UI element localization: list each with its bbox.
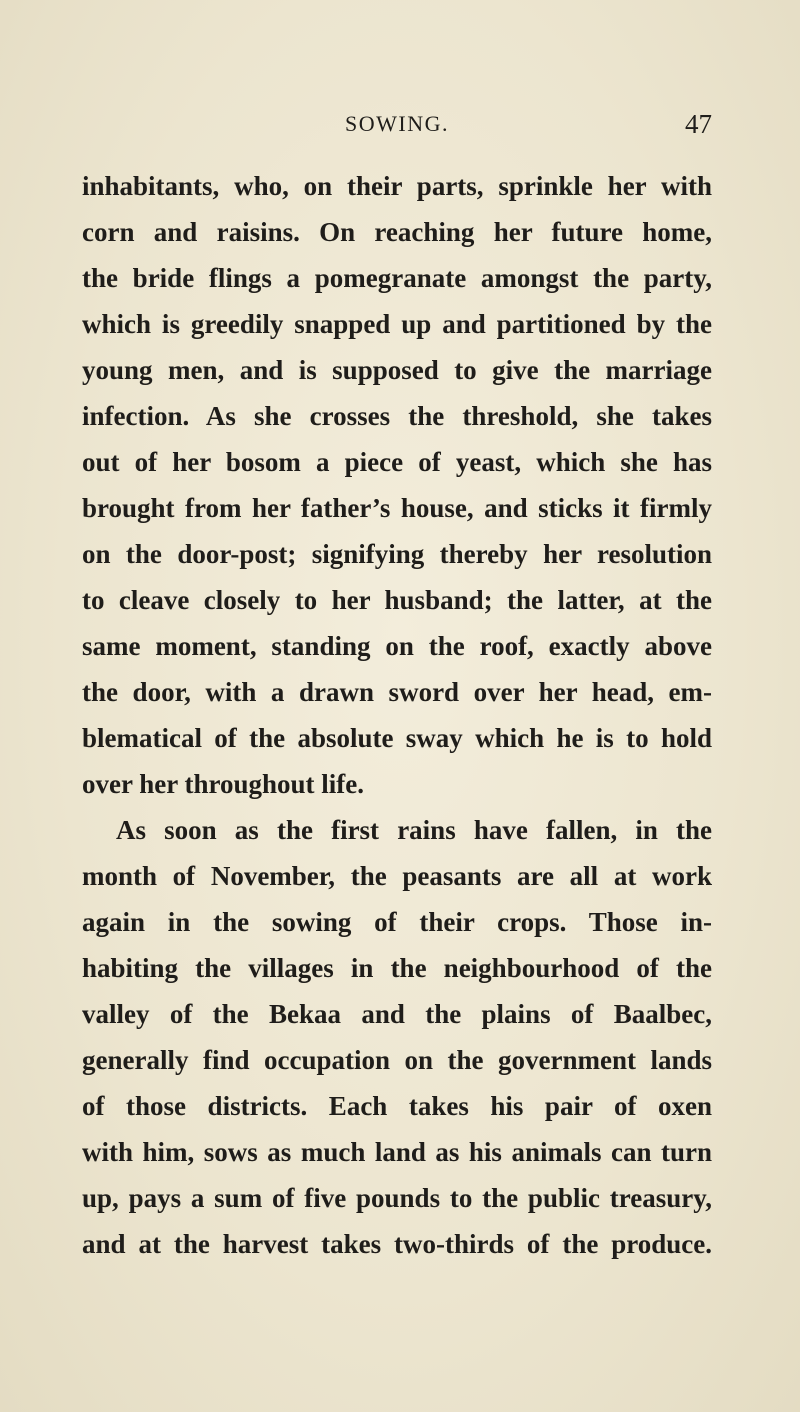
text-line: up, pays a sum of five pounds to the public treasury, [82,1183,712,1213]
paragraph-start-line: As soon as the first rains have fallen, in the [116,815,712,845]
text-line: and at the harvest takes two-thirds of the produce. [82,1229,712,1259]
paragraph-end-line: over her throughout life. [82,769,364,799]
text-line: habiting the villages in the neighbourhood of the [82,953,712,983]
text-line: corn and raisins. On reaching her future home, [82,217,712,247]
text-line: generally find occupation on the government lands [82,1045,712,1075]
text-line: to cleave closely to her husband; the latter, at the [82,585,712,615]
text-line: inhabitants, who, on their parts, sprinkle her with [82,171,712,201]
text-line: valley of the Bekaa and the plains of Baalbec, [82,999,712,1029]
text-line: the door, with a drawn sword over her head, em- [82,677,712,707]
text-line: out of her bosom a piece of yeast, which she has [82,447,712,477]
text-line: young men, and is supposed to give the marriage [82,355,712,385]
text-line: the bride flings a pomegranate amongst the party, [82,263,712,293]
running-title: SOWING. [345,111,449,136]
text-line: brought from her father’s house, and sticks it firmly [82,493,712,523]
text-line: same moment, standing on the roof, exactly above [82,631,712,661]
text-line: infection. As she crosses the threshold, she takes [82,401,712,431]
body-text [82,163,712,1267]
text-line: which is greedily snapped up and partitioned by the [82,309,712,339]
running-head [82,111,712,143]
text-line: again in the sowing of their crops. Those in- [82,907,712,937]
text-line: of those districts. Each takes his pair of oxen [82,1091,712,1121]
text-line: blematical of the absolute sway which he is to hold [82,723,712,753]
text-line: on the door-post; signifying thereby her resolution [82,539,712,569]
text-line: with him, sows as much land as his animals can turn [82,1137,712,1167]
page-number: 47 [685,109,712,139]
text-line: month of November, the peasants are all at work [82,861,712,891]
